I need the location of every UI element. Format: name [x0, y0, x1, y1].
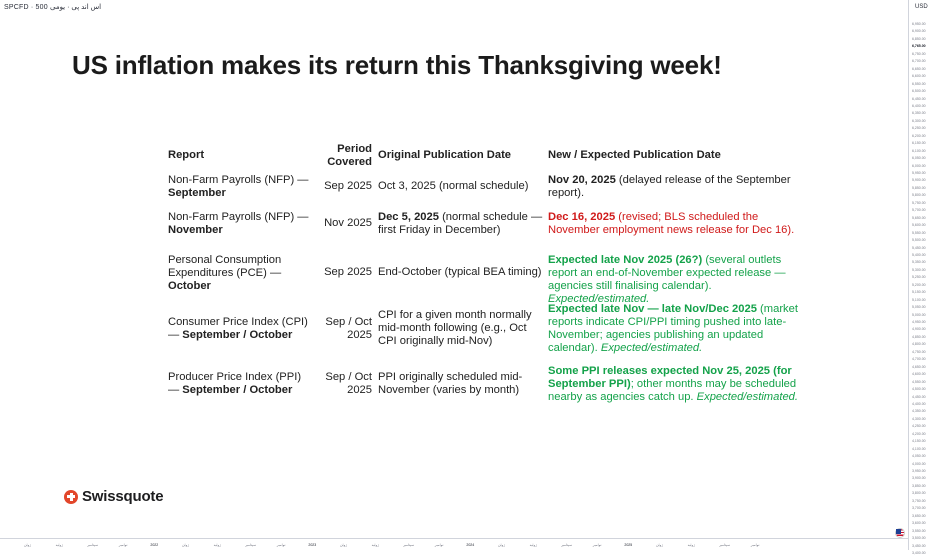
- price-tick: 5,800.00: [912, 193, 926, 198]
- time-tick: ژوئیه: [371, 543, 379, 547]
- time-tick: نوامبر: [592, 543, 602, 547]
- price-tick: 6,450.00: [912, 96, 926, 101]
- price-tick: 6,750.00: [912, 51, 926, 56]
- price-tick: 5,850.00: [912, 185, 926, 190]
- time-axis[interactable]: [0, 538, 908, 550]
- price-axis[interactable]: [908, 0, 932, 555]
- new-date-bold: Dec 16, 2025: [548, 211, 616, 223]
- time-tick: نوامبر: [276, 543, 286, 547]
- time-tick: ژوئن: [24, 543, 32, 547]
- time-tick: ژوئن: [340, 543, 348, 547]
- time-tick: 2023: [308, 543, 317, 547]
- price-tick: 4,700.00: [912, 357, 926, 362]
- table-row-period: Nov 2025: [324, 217, 372, 229]
- header-new: New / Expected Publication Date: [548, 149, 721, 161]
- price-tick: 6,765.00: [912, 44, 926, 49]
- original-date: PPI originally scheduled mid-November (varies by month): [378, 371, 523, 396]
- price-tick: 5,250.00: [912, 275, 926, 280]
- price-tick: 6,100.00: [912, 148, 926, 153]
- swissquote-logo: [64, 488, 163, 505]
- price-tick: 6,850.00: [912, 36, 926, 41]
- table-row-period: Sep 2025: [324, 180, 372, 192]
- price-tick: 5,550.00: [912, 230, 926, 235]
- time-tick: نوامبر: [434, 543, 444, 547]
- report-name: Non-Farm Payrolls (NFP) —: [168, 211, 309, 223]
- price-tick: 3,900.00: [912, 476, 926, 481]
- price-tick: 4,300.00: [912, 416, 926, 421]
- table-row-new: [548, 365, 808, 404]
- price-tick: 6,250.00: [912, 126, 926, 131]
- report-month: September / October: [182, 384, 293, 396]
- new-date-note: (several outlets report an end-of-November expected release — agencies still finalising calendar).: [548, 254, 786, 292]
- time-tick: سپتامبر: [245, 543, 257, 547]
- new-date-bold: Expected late Nov — late Nov/Dec 2025: [548, 303, 757, 315]
- price-tick: 3,950.00: [912, 469, 926, 473]
- new-date-note: (delayed release of the September report).: [548, 174, 791, 199]
- price-tick: 5,350.00: [912, 260, 926, 265]
- price-tick: 5,450.00: [912, 245, 926, 250]
- report-name: Non-Farm Payrolls (NFP) —: [168, 174, 309, 186]
- symbol-bar: [0, 0, 908, 16]
- price-tick: 6,300.00: [912, 118, 926, 123]
- price-tick: 6,350.00: [912, 111, 926, 116]
- price-tick: 6,500.00: [912, 89, 926, 94]
- new-date-estimate: Expected/estimated.: [696, 391, 799, 403]
- price-tick: 6,700.00: [912, 59, 926, 64]
- price-tick: 6,900.00: [912, 29, 926, 34]
- price-tick: 5,950.00: [912, 171, 926, 175]
- logo-wordmark: Swissquote: [82, 488, 164, 505]
- price-tick: 3,500.00: [912, 536, 926, 541]
- price-tick: 5,400.00: [912, 252, 926, 257]
- original-date: End-October (typical BEA timing): [378, 266, 542, 278]
- price-tick: 5,650.00: [912, 215, 926, 220]
- time-tick: ژوئیه: [55, 543, 63, 547]
- price-tick: 6,550.00: [912, 81, 926, 86]
- price-tick: 6,950.00: [912, 22, 926, 26]
- price-tick: 6,600.00: [912, 74, 926, 79]
- price-tick: 4,350.00: [912, 409, 926, 414]
- time-tick: ژوئیه: [529, 543, 537, 547]
- price-tick: 5,050.00: [912, 305, 926, 310]
- price-tick: 5,750.00: [912, 200, 926, 205]
- report-month: November: [168, 224, 223, 236]
- price-tick: 4,800.00: [912, 342, 926, 347]
- price-tick: 4,900.00: [912, 327, 926, 332]
- price-tick: 6,000.00: [912, 163, 926, 168]
- price-tick: 4,950.00: [912, 320, 926, 324]
- table-row-original: [378, 266, 543, 279]
- price-tick: 4,200.00: [912, 431, 926, 436]
- price-tick: 3,750.00: [912, 498, 926, 503]
- report-month: October: [168, 280, 211, 292]
- us-flag-icon[interactable]: [895, 528, 905, 538]
- header-period: Period Covered: [327, 143, 372, 168]
- price-tick: 3,450.00: [912, 543, 926, 548]
- price-tick: 4,000.00: [912, 461, 926, 466]
- price-tick: 4,150.00: [912, 439, 926, 444]
- time-tick: سپتامبر: [561, 543, 573, 547]
- new-date-estimate: Expected/estimated.: [600, 342, 703, 354]
- report-month: September: [168, 187, 226, 199]
- price-tick: 5,300.00: [912, 267, 926, 272]
- price-tick: 3,700.00: [912, 506, 926, 511]
- price-tick: 6,400.00: [912, 103, 926, 108]
- page-title: US inflation makes its return this Thanksgiving week!: [72, 50, 722, 80]
- time-tick: ژوئن: [182, 543, 190, 547]
- new-date-note: (revised; BLS scheduled the November employment news release for Dec 16).: [548, 211, 795, 236]
- original-date: (normal schedule — first Friday in December): [378, 211, 543, 236]
- table-row-new: [548, 211, 808, 237]
- price-tick: 3,550.00: [912, 528, 926, 533]
- price-tick: 4,100.00: [912, 446, 926, 451]
- table-row-original: [378, 211, 543, 237]
- price-tick: 3,850.00: [912, 483, 926, 488]
- price-tick: 3,800.00: [912, 491, 926, 496]
- price-tick: 3,650.00: [912, 513, 926, 518]
- price-tick: 4,750.00: [912, 349, 926, 354]
- time-tick: ژوئن: [498, 543, 506, 547]
- price-tick: 5,000.00: [912, 312, 926, 317]
- swissquote-cross-icon: [64, 490, 78, 504]
- time-tick: سپتامبر: [87, 543, 99, 547]
- original-date-bold: Dec 5, 2025: [378, 211, 439, 223]
- symbol-label[interactable]: SPCFD · 500 ﺍﺱ ﺍﻧﺪ ﭘﯽ · ﯾﻮﻣﯽ: [4, 4, 102, 11]
- report-name: Consumer Price Index (CPI) —: [168, 316, 308, 341]
- price-tick: 3,600.00: [912, 521, 926, 526]
- price-tick: 5,500.00: [912, 238, 926, 243]
- price-tick: 6,650.00: [912, 66, 926, 71]
- price-tick: 5,100.00: [912, 297, 926, 302]
- new-date-bold: Expected late Nov 2025 (26?): [548, 254, 703, 266]
- report-name: Personal Consumption Expenditures (PCE) —: [168, 254, 282, 279]
- price-tick: 4,600.00: [912, 372, 926, 377]
- price-tick: 5,900.00: [912, 178, 926, 183]
- report-name: Producer Price Index (PPI) —: [168, 371, 302, 396]
- time-tick: نوامبر: [118, 543, 128, 547]
- time-tick: 2025: [624, 543, 633, 547]
- header-report: Report: [168, 149, 205, 161]
- table-row-original: [378, 309, 536, 348]
- new-date-estimate: Expected/estimated.: [548, 293, 650, 305]
- time-tick: 2024: [466, 543, 475, 547]
- price-tick: 4,500.00: [912, 387, 926, 392]
- table-row-new: [548, 303, 810, 355]
- price-tick: 5,200.00: [912, 282, 926, 287]
- table-row-report: [168, 254, 286, 293]
- table-row-original: [378, 180, 538, 193]
- table-row-new: [548, 254, 808, 306]
- original-date: CPI for a given month normally mid-month following (e.g., Oct CPI originally mid-Nov): [378, 309, 532, 347]
- table-row-period: Sep / Oct 2025: [325, 371, 372, 396]
- price-tick: 4,550.00: [912, 379, 926, 384]
- price-tick: 4,050.00: [912, 454, 926, 459]
- price-tick: 3,400.00: [912, 550, 926, 555]
- report-month: September / October: [182, 329, 293, 341]
- time-tick: ژوئن: [656, 543, 664, 547]
- price-tick: 5,700.00: [912, 208, 926, 213]
- table-row-period: Sep / Oct 2025: [325, 316, 372, 341]
- price-tick: 6,200.00: [912, 133, 926, 138]
- price-tick: 4,400.00: [912, 401, 926, 406]
- new-date-note: (market reports indicate CPI/PPI timing pushed into late-November; agencies publishing an updated calendar).: [548, 303, 798, 354]
- price-tick: 4,250.00: [912, 424, 926, 429]
- currency-label[interactable]: USD: [915, 4, 928, 10]
- table-row-report: [168, 211, 318, 237]
- time-tick: سپتامبر: [719, 543, 731, 547]
- table-row-new: [548, 174, 808, 200]
- time-tick: نوامبر: [750, 543, 760, 547]
- price-tick: 4,850.00: [912, 334, 926, 339]
- time-tick: 2022: [150, 543, 159, 547]
- table-row-original: [378, 371, 528, 397]
- price-tick: 5,150.00: [912, 290, 926, 295]
- price-tick: 6,050.00: [912, 156, 926, 161]
- new-date-bold: Some PPI releases expected Nov 25, 2025 (for September PPI): [548, 365, 792, 390]
- table-row-period: Sep 2025: [324, 266, 372, 278]
- table-row-report: [168, 174, 318, 200]
- price-tick: 5,600.00: [912, 223, 926, 228]
- new-date-note: ; other months may be scheduled nearby as agencies catch up.: [548, 378, 797, 403]
- table-row-report: [168, 316, 308, 342]
- original-date: Oct 3, 2025 (normal schedule): [378, 180, 529, 192]
- new-date-bold: Nov 20, 2025: [548, 174, 616, 186]
- time-tick: ژوئیه: [213, 543, 221, 547]
- price-tick: 6,150.00: [912, 141, 926, 146]
- price-tick: 4,450.00: [912, 394, 926, 399]
- time-tick: سپتامبر: [403, 543, 415, 547]
- time-tick: ژوئیه: [687, 543, 695, 547]
- price-tick: 4,650.00: [912, 364, 926, 369]
- header-original: Original Publication Date: [378, 149, 512, 161]
- table-row-report: [168, 371, 308, 397]
